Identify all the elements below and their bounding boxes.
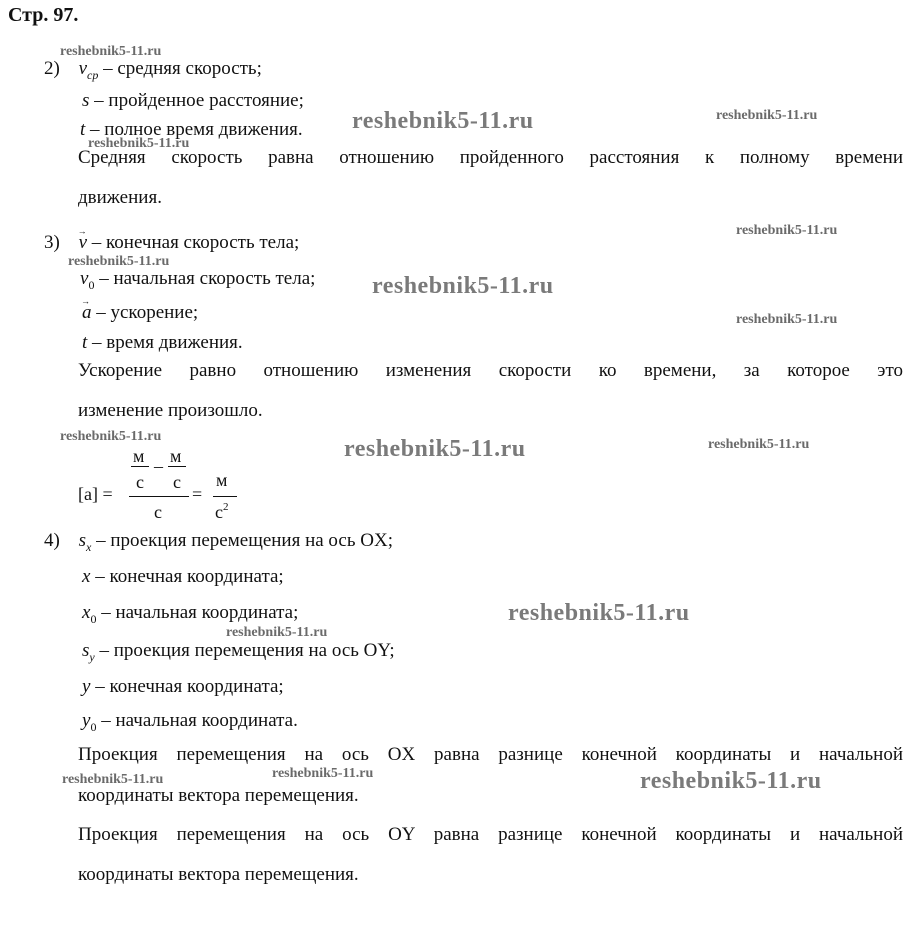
formula-num-frac2-line [168,466,186,467]
item4-sx-subscript: x [85,540,92,554]
item2-explanation-line1: Средняя скорость равна отношению пройденного расстояния к полному времени [78,147,903,168]
item2-v-symbol: v [78,58,88,79]
page-title: Стр. 97. [8,4,79,26]
item4-y0-symbol: y [82,710,91,731]
item3-a-line [82,302,198,324]
item3-t-symbol: t [82,332,88,353]
watermark-big: reshebnik5-11.ru [508,600,690,626]
watermark-small: reshebnik5-11.ru [272,766,374,781]
watermark-big: reshebnik5-11.ru [640,768,822,794]
item2-v-text: – средняя скорость; [98,58,262,79]
item4-sx-symbol: s [78,530,86,551]
formula-num-m1: м [133,446,145,466]
formula-result-den [215,502,229,523]
item4-sy-line [82,640,395,663]
item4-number: 4) [44,530,60,551]
item4-x0-subscript: 0 [90,612,97,626]
item2-v-subscript: ср [87,68,99,82]
formula-lhs: [a] = [78,484,113,504]
item4-y-text: – конечная координата; [90,676,284,697]
item3-number: 3) [44,232,60,253]
watermark-small: reshebnik5-11.ru [62,772,164,787]
formula-result-num: м [216,470,228,490]
item2-explanation-line2: движения. [78,187,162,208]
item4-sy-text: – проекция перемещения на ось OY; [94,640,395,661]
item4-ox-line2: координаты вектора перемещения. [78,785,359,806]
item4-x-line [82,566,284,588]
item4-y-symbol: y [82,676,91,697]
watermark-small: reshebnik5-11.ru [60,44,162,59]
item2-t-text: – полное время движения. [85,119,303,140]
formula-result-exp: 2 [223,501,229,513]
item2-s-text: – пройденное расстояние; [89,90,304,111]
watermark-small: reshebnik5-11.ru [736,312,838,327]
item3-v0-symbol: v [80,268,89,289]
item3-v0-line [80,268,315,291]
formula-result-frac-line [213,496,237,497]
item4-oy-line2: координаты вектора перемещения. [78,864,359,885]
item2-s-symbol: s [82,90,90,111]
watermark-big: reshebnik5-11.ru [352,108,534,134]
item3-t-line [82,332,243,354]
item3-v-text: – конечная скорость тела; [87,232,300,253]
watermark-small: reshebnik5-11.ru [736,223,838,238]
item4-oy-line1: Проекция перемещения на ось OY равна разнице конечной координаты и начальной [78,824,903,845]
item2-v-line [44,58,262,81]
item4-sy-symbol: s [82,640,90,661]
item3-a-text: – ускорение; [91,302,199,323]
item4-sy-subscript: y [89,650,95,664]
item4-x0-text: – начальная координата; [96,602,299,623]
watermark-small: reshebnik5-11.ru [68,254,170,269]
formula-num-c2: с [173,472,181,492]
item3-v-line [44,232,299,254]
item4-sx-text: – проекция перемещения на ось OX; [91,530,393,551]
watermark-small: reshebnik5-11.ru [60,429,162,444]
watermark-small: reshebnik5-11.ru [88,136,190,151]
item3-v0-text: – начальная скорость тела; [94,268,316,289]
formula-main-frac-line [129,496,189,497]
formula-num-frac1-line [131,466,149,467]
item2-t-symbol: t [80,119,86,140]
item4-x0-line [82,602,298,625]
item4-y0-text: – начальная координата. [96,710,298,731]
item2-number: 2) [44,58,60,79]
watermark-big: reshebnik5-11.ru [372,273,554,299]
item4-sx-line [44,530,393,553]
item4-ox-line1: Проекция перемещения на ось OX равна разнице конечной координаты и начальной [78,744,903,765]
formula-num-m2: м [170,446,182,466]
formula-denominator: с [154,502,162,522]
formula-num-minus: – [154,456,163,476]
item3-v0-subscript: 0 [88,278,95,292]
watermark-small: reshebnik5-11.ru [226,625,328,640]
item2-s-line [82,90,304,112]
item4-x-text: – конечная координата; [90,566,284,587]
formula-result-den-letter: с [215,502,223,522]
item4-y0-subscript: 0 [90,720,97,734]
watermark-small: reshebnik5-11.ru [716,108,818,123]
item3-explanation-line2: изменение произошло. [78,400,263,421]
item4-x0-symbol: x [82,602,91,623]
item3-t-text: – время движения. [87,332,243,353]
item3-a-symbol: → a [82,302,92,324]
formula-num-c1: с [136,472,144,492]
item4-x-symbol: x [82,566,91,587]
item3-v-symbol: → v [79,232,87,254]
watermark-small: reshebnik5-11.ru [708,437,810,452]
formula-equals: = [192,484,203,504]
watermark-big: reshebnik5-11.ru [344,436,526,462]
item3-explanation-line1: Ускорение равно отношению изменения скорости ко времени, за которое это [78,360,903,381]
item4-y0-line [82,710,298,733]
item4-y-line [82,676,284,698]
